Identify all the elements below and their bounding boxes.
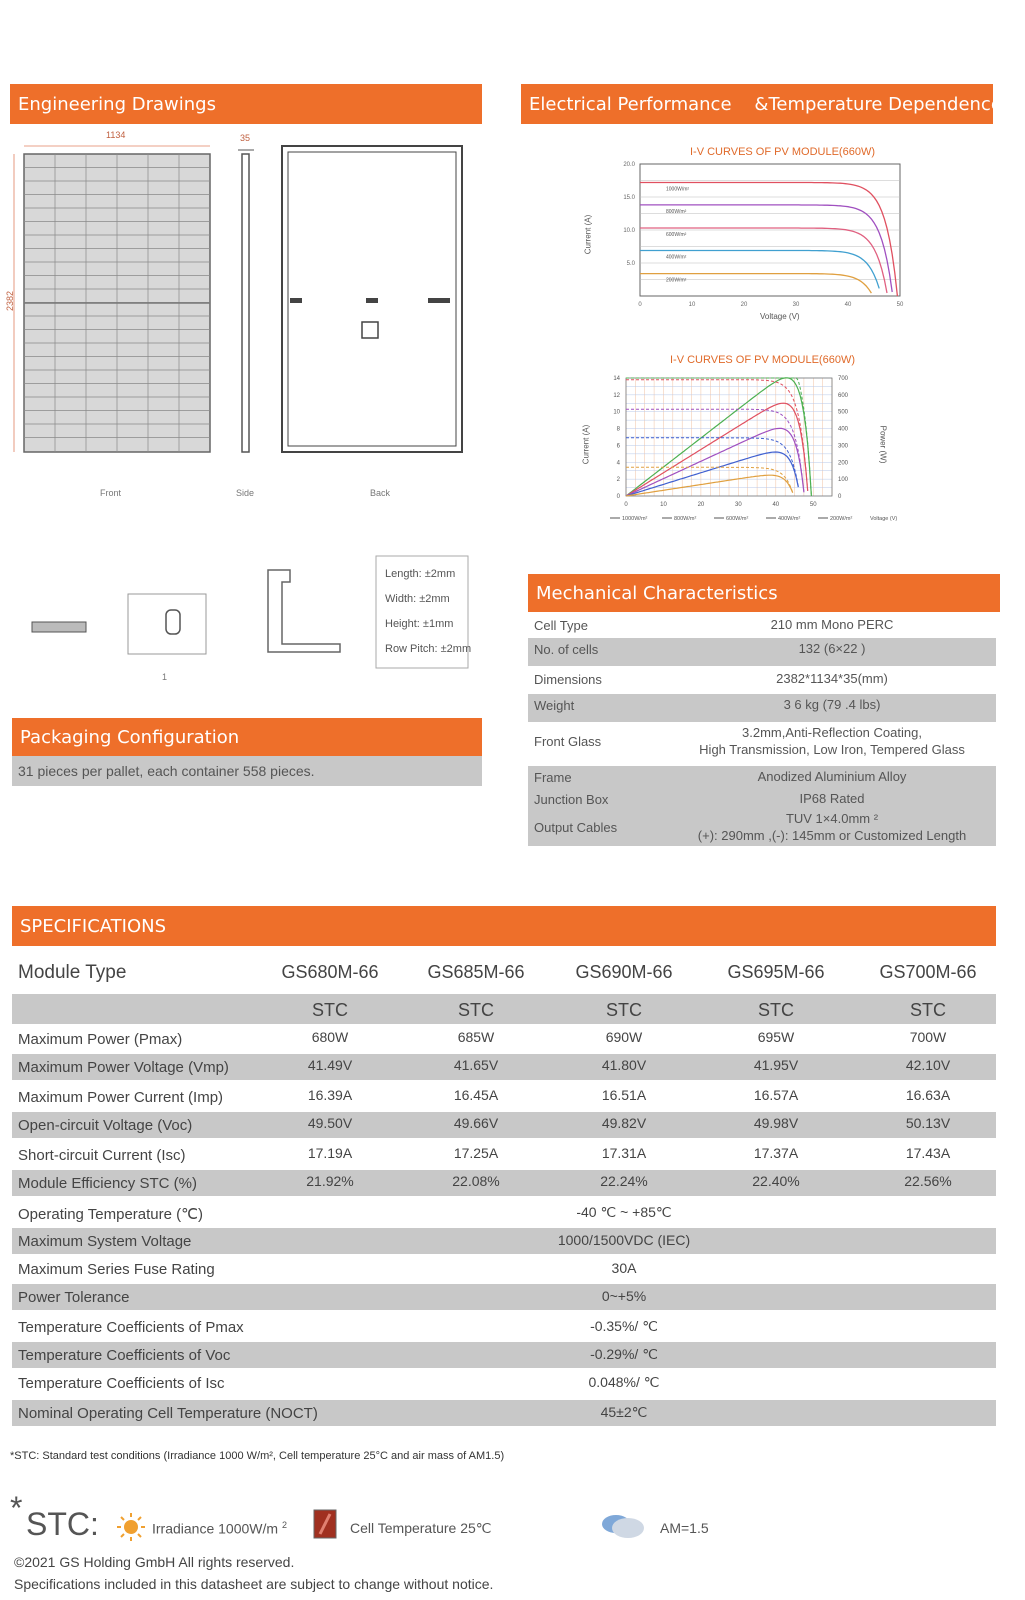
mechanical-value: IP68 Rated xyxy=(799,791,865,806)
frame-index: 1 xyxy=(162,672,168,682)
specifications-header xyxy=(12,906,996,946)
mechanical-row xyxy=(528,788,996,810)
y-tick-label: 0 xyxy=(616,494,620,500)
spec-common-value: 30A xyxy=(611,1260,637,1276)
spec-value: 50.13V xyxy=(905,1115,951,1131)
spec-value: 16.51A xyxy=(601,1087,647,1103)
section-title: Engineering Drawings xyxy=(18,93,216,115)
pv-curve xyxy=(626,475,793,496)
y2-tick-label: 600 xyxy=(838,392,849,399)
mechanical-key: Junction Box xyxy=(534,792,609,807)
mechanical-row xyxy=(528,668,996,692)
spec-key: Maximum Power Current (Imp) xyxy=(18,1089,224,1106)
section-title: Packaging Configuration xyxy=(20,726,240,748)
irradiance-sup: 2 xyxy=(281,1520,287,1530)
spec-value: 21.92% xyxy=(306,1173,354,1189)
mechanical-key: Output Cables xyxy=(534,820,618,835)
module-type-label: Module Type xyxy=(18,962,127,983)
series-label: 1000W/m² xyxy=(666,186,690,193)
mechanical-row xyxy=(528,614,996,636)
y2-tick-label: 300 xyxy=(838,443,849,450)
spec-key: Maximum Power (Pmax) xyxy=(18,1031,183,1048)
mechanical-row xyxy=(528,638,996,666)
y-tick-label: 2 xyxy=(616,477,620,484)
spec-value: 17.37A xyxy=(753,1145,799,1161)
mechanical-header xyxy=(528,574,1000,612)
iv-chart-1 xyxy=(580,140,920,330)
mechanical-key: No. of cells xyxy=(534,642,599,657)
spec-key: Maximum Power Voltage (Vmp) xyxy=(18,1059,229,1076)
spec-value: 42.10V xyxy=(905,1057,951,1073)
spec-value: 49.66V xyxy=(453,1115,499,1131)
spec-value: 16.57A xyxy=(753,1087,799,1103)
mechanical-row xyxy=(528,808,996,846)
model-name: GS690M-66 xyxy=(575,962,673,982)
mechanical-value: Anodized Aluminium Alloy xyxy=(757,769,907,784)
spec-key: Temperature Coefficients of Isc xyxy=(18,1375,225,1392)
series-label: 400W/m² xyxy=(666,254,687,261)
spec-value: 16.39A xyxy=(307,1087,353,1103)
chart1-xlabel: Voltage (V) xyxy=(760,312,800,321)
x-tick-label: 40 xyxy=(772,502,780,508)
mechanical-key: Weight xyxy=(534,698,575,713)
y2-tick-label: 100 xyxy=(838,477,849,484)
spec-value: 16.45A xyxy=(453,1087,499,1103)
chart1-svg xyxy=(580,140,920,330)
y2-tick-label: 200 xyxy=(838,460,849,467)
y-tick-label: 14 xyxy=(613,376,620,382)
iv-curve xyxy=(626,380,808,491)
spec-value: 22.40% xyxy=(752,1173,800,1189)
model-name: GS680M-66 xyxy=(281,962,379,982)
spec-row xyxy=(12,1142,996,1168)
legend-label: 400W/m² xyxy=(778,516,801,522)
stc-label: STC xyxy=(458,1000,494,1020)
chart2-title: I-V CURVES OF PV MODULE(660W) xyxy=(670,354,855,366)
spec-common-value: -0.29%/ ℃ xyxy=(590,1346,658,1362)
y2-tick-label: 0 xyxy=(838,494,842,500)
spec-row xyxy=(12,1112,996,1138)
legend-label: 600W/m² xyxy=(726,516,749,522)
model-name: GS695M-66 xyxy=(727,962,825,982)
spec-value: 700W xyxy=(909,1029,947,1045)
spec-common-value: 0~+5% xyxy=(601,1288,647,1304)
back-view xyxy=(282,146,462,452)
spec-key: Power Tolerance xyxy=(18,1289,130,1306)
mechanical-value: TUV 1×4.0mm ² xyxy=(785,811,879,826)
y-tick-label: 6 xyxy=(616,443,620,450)
section-title: Mechanical Characteristics xyxy=(536,582,778,604)
spec-common-row xyxy=(12,1256,996,1282)
mechanical-row xyxy=(528,722,996,766)
spec-common-row xyxy=(12,1228,996,1254)
back-label: Back xyxy=(370,488,391,498)
series-label: 600W/m² xyxy=(666,232,687,239)
pv-curve xyxy=(626,452,798,496)
spec-common-row xyxy=(12,1200,996,1226)
stc-label: STC xyxy=(910,1000,946,1020)
spec-common-row xyxy=(12,1370,996,1396)
legend-xlabel: Voltage (V) xyxy=(870,516,898,522)
cell-temp-text: Cell Temperature 25℃ xyxy=(350,1520,492,1536)
mechanical-value: 132 (6×22 ) xyxy=(798,641,866,656)
engineering-drawings-header xyxy=(10,84,482,124)
panel-drawings-svg xyxy=(0,128,482,508)
width-dimension: 1134 xyxy=(106,130,126,140)
stc-label: STC xyxy=(312,1000,348,1020)
air-mass-text: AM=1.5 xyxy=(660,1520,709,1536)
x-tick-label: 10 xyxy=(688,302,696,308)
mechanical-key: Frame xyxy=(534,770,572,785)
chart2-ylabel-left: Current (A) xyxy=(581,424,591,465)
spec-key: Temperature Coefficients of Pmax xyxy=(18,1319,244,1336)
model-name: GS685M-66 xyxy=(427,962,525,982)
chart2-ylabel-right: Power (W) xyxy=(878,425,888,464)
chart2-svg xyxy=(580,350,920,540)
spec-key: Operating Temperature (℃) xyxy=(18,1206,203,1223)
spec-common-value: 1000/1500VDC (IEC) xyxy=(557,1232,691,1248)
series-label: 800W/m² xyxy=(666,208,687,215)
cloud-icon xyxy=(598,1510,648,1540)
stc-label: STC xyxy=(758,1000,794,1020)
section-title: Electrical Performance &Temperature Dependence xyxy=(529,93,1002,115)
spec-common-row xyxy=(12,1400,996,1426)
section-title: SPECIFICATIONS xyxy=(20,915,167,937)
spec-value: 49.82V xyxy=(601,1115,647,1131)
side-view xyxy=(238,150,254,452)
x-tick-label: 50 xyxy=(896,302,904,308)
series-label: 200W/m² xyxy=(666,277,687,284)
spec-row xyxy=(12,1170,996,1196)
spec-common-value: -40 ℃ ~ +85℃ xyxy=(576,1204,672,1220)
y-tick-label: 10 xyxy=(613,409,620,416)
spec-value: 22.08% xyxy=(452,1173,500,1189)
x-tick-label: 30 xyxy=(792,302,800,308)
chart1-ylabel: Current (A) xyxy=(583,214,593,255)
iv-chart-2 xyxy=(580,350,920,540)
spec-common-row xyxy=(12,1342,996,1368)
disclaimer: Specifications included in this datasheet are subject to change without notice. xyxy=(14,1576,494,1592)
spec-key: Open-circuit Voltage (Voc) xyxy=(18,1117,193,1134)
spec-value: 685W xyxy=(457,1029,495,1045)
spec-value: 690W xyxy=(605,1029,643,1045)
spec-value: 695W xyxy=(757,1029,795,1045)
legend-label: 800W/m² xyxy=(674,516,697,522)
y-tick-label: 5.0 xyxy=(626,261,635,267)
mechanical-key: Front Glass xyxy=(534,734,602,749)
thermometer-icon xyxy=(310,1508,340,1540)
x-tick-label: 0 xyxy=(638,302,642,308)
side-label: Side xyxy=(236,488,255,498)
tolerance-width: Width: ±2mm xyxy=(385,593,450,605)
packaging-text: 31 pieces per pallet, each container 558 pieces. xyxy=(12,756,482,786)
mechanical-key: Cell Type xyxy=(534,618,588,633)
spec-key: Maximum System Voltage xyxy=(18,1233,192,1250)
tolerance-row-pitch: Row Pitch: ±2mm xyxy=(385,643,472,655)
tolerance-list xyxy=(385,562,471,662)
spec-value: 41.95V xyxy=(753,1057,799,1073)
spec-value: 22.56% xyxy=(904,1173,952,1189)
spec-value: 49.98V xyxy=(753,1115,799,1131)
spec-common-value: 45±2℃ xyxy=(600,1404,648,1420)
y-tick-label: 8 xyxy=(616,426,620,433)
spec-key: Temperature Coefficients of Voc xyxy=(18,1347,231,1364)
sun-icon xyxy=(116,1512,146,1542)
mechanical-value: 210 mm Mono PERC xyxy=(770,617,894,632)
front-view xyxy=(14,146,210,452)
stc-label: STC: xyxy=(26,1506,99,1542)
spec-row xyxy=(12,1026,996,1052)
side-dimension: 35 xyxy=(240,133,251,143)
spec-common-row xyxy=(12,1314,996,1340)
spec-value: 41.65V xyxy=(453,1057,499,1073)
spec-key: Module Efficiency STC (%) xyxy=(18,1175,197,1192)
model-name: GS700M-66 xyxy=(879,962,977,982)
spec-value: 22.24% xyxy=(600,1173,648,1189)
chart1-title: I-V CURVES OF PV MODULE(660W) xyxy=(690,146,875,158)
y-tick-label: 4 xyxy=(616,460,620,467)
spec-value: 49.50V xyxy=(307,1115,353,1131)
mechanical-value: 3.2mm,Anti-Reflection Coating, xyxy=(742,725,922,740)
spec-key: Maximum Series Fuse Rating xyxy=(18,1261,215,1278)
y-tick-label: 20.0 xyxy=(623,162,635,168)
x-tick-label: 0 xyxy=(624,502,628,508)
x-tick-label: 40 xyxy=(844,302,852,308)
spec-value: 17.31A xyxy=(601,1145,647,1161)
spec-value: 17.19A xyxy=(307,1145,353,1161)
spec-value: 17.43A xyxy=(905,1145,951,1161)
spec-key: Short-circuit Current (Isc) xyxy=(18,1147,186,1164)
x-tick-label: 10 xyxy=(660,502,667,508)
irradiance-text xyxy=(152,1520,287,1537)
spec-value: 41.49V xyxy=(307,1057,353,1073)
mechanical-row xyxy=(528,766,996,788)
stc-label: STC xyxy=(606,1000,642,1020)
y2-tick-label: 500 xyxy=(838,409,849,416)
front-label: Front xyxy=(100,488,122,498)
y-tick-label: 10.0 xyxy=(623,228,635,234)
tolerance-length: Length: ±2mm xyxy=(385,568,456,580)
legend-label: 200W/m² xyxy=(830,516,853,522)
spec-row xyxy=(12,1054,996,1080)
spec-value: 16.63A xyxy=(905,1087,951,1103)
x-tick-label: 20 xyxy=(740,302,748,308)
x-tick-label: 50 xyxy=(809,502,817,508)
mechanical-value-line2: High Transmission, Low Iron, Tempered Glass xyxy=(699,742,965,757)
spec-value: 41.80V xyxy=(601,1057,647,1073)
spec-key: Nominal Operating Cell Temperature (NOCT) xyxy=(18,1405,318,1422)
spec-row xyxy=(12,1084,996,1110)
spec-stc-row xyxy=(12,994,996,1024)
x-tick-label: 20 xyxy=(697,502,705,508)
y-tick-label: 12 xyxy=(613,392,620,399)
legend-label: 1000W/m² xyxy=(622,516,648,522)
spec-common-value: -0.35%/ ℃ xyxy=(590,1318,658,1334)
mechanical-key: Dimensions xyxy=(534,672,602,687)
spec-value: 17.25A xyxy=(453,1145,499,1161)
mechanical-value: 3 6 kg (79 .4 lbs) xyxy=(783,697,881,712)
spec-common-value: 0.048%/ ℃ xyxy=(588,1374,660,1390)
tolerance-height: Height: ±1mm xyxy=(385,618,454,630)
mechanical-row xyxy=(528,694,996,722)
mechanical-value-line2: (+): 290mm ,(-): 145mm or Customized Length xyxy=(697,828,967,843)
x-tick-label: 30 xyxy=(735,502,742,508)
mechanical-value: 2382*1134*35(mm) xyxy=(776,671,888,686)
frame-details xyxy=(20,552,482,682)
packaging-header xyxy=(12,718,482,756)
electrical-performance-header xyxy=(521,84,1002,124)
irradiance-label: Irradiance 1000W/m xyxy=(152,1520,279,1537)
spec-header-row xyxy=(12,952,996,992)
height-dimension: 2382 xyxy=(5,290,16,312)
spec-common-row xyxy=(12,1284,996,1310)
engineering-drawings xyxy=(0,128,482,508)
stc-footnote: *STC: Standard test conditions (Irradiance 1000 W/m², Cell temperature 25°C and air mass of AM1.5) xyxy=(10,1450,505,1462)
stc-asterisk: * xyxy=(10,1490,23,1526)
copyright: ©2021 GS Holding GmbH All rights reserved. xyxy=(14,1554,295,1570)
spec-value: 680W xyxy=(311,1029,349,1045)
y-tick-label: 15.0 xyxy=(623,195,635,201)
y2-tick-label: 400 xyxy=(838,426,849,433)
y2-tick-label: 700 xyxy=(838,376,849,382)
